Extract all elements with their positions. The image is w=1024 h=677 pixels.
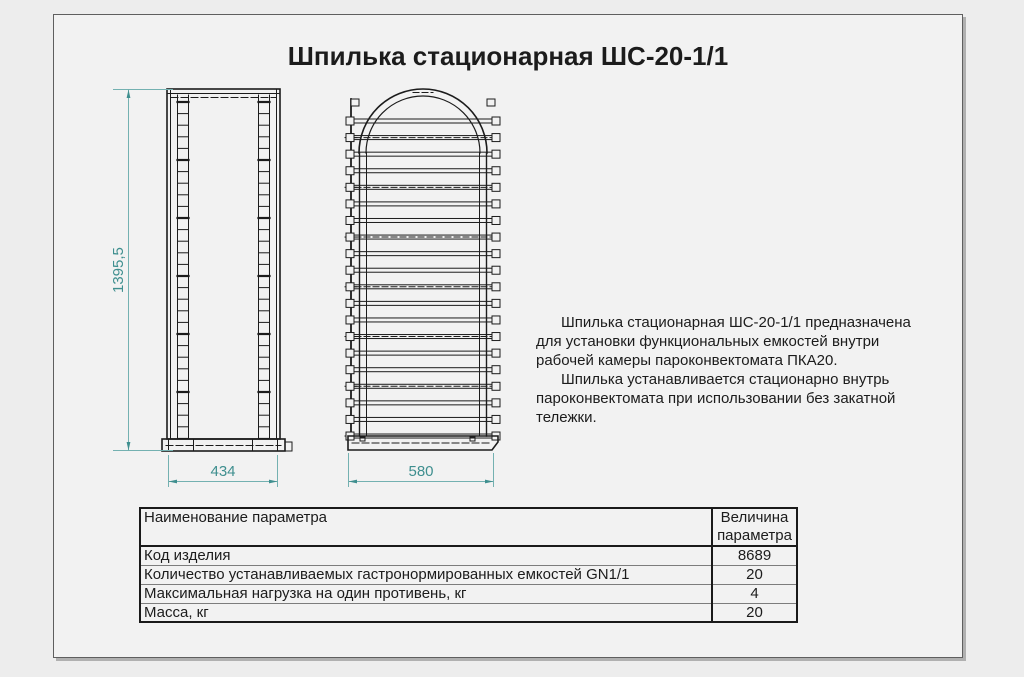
table-header-row — [140, 508, 797, 546]
param-name-cell: Количество устанавливаемых гастронормированных емкостей GN1/1 — [140, 565, 712, 584]
description-text — [536, 313, 921, 427]
technical-drawing-area — [96, 81, 511, 493]
shelf-slot-marks — [178, 102, 270, 438]
spec-table — [139, 507, 798, 623]
page-title: Шпилька стационарная ШС-20-1/1 — [287, 41, 729, 71]
height-dimension-label: 1395,5 — [110, 247, 127, 293]
param-value-cell: 8689 — [712, 546, 797, 565]
table-row — [140, 565, 797, 584]
drawing-sheet — [53, 14, 963, 658]
header-parameter-name: Наименование параметра — [140, 508, 712, 546]
param-value-cell: 20 — [712, 603, 797, 622]
technical-drawing — [96, 81, 511, 493]
table-row — [140, 584, 797, 603]
front-view — [162, 89, 292, 451]
shelf-rails — [346, 117, 500, 440]
front-width-dimension-label: 434 — [210, 463, 236, 480]
param-name-cell: Максимальная нагрузка на один противень, кг — [140, 584, 712, 603]
table-row — [140, 603, 797, 622]
header-parameter-value: Величина параметра — [712, 508, 797, 546]
side-view — [345, 89, 500, 450]
param-name-cell: Масса, кг — [140, 603, 712, 622]
param-value-cell: 4 — [712, 584, 797, 603]
table-row — [140, 546, 797, 565]
param-value-cell: 20 — [712, 565, 797, 584]
side-width-dimension-label: 580 — [408, 463, 434, 480]
description-paragraph-2: Шпилька устанавливается стационарно внутрь пароконвектомата при использовании без закатной тележки. — [536, 371, 896, 426]
param-name-cell: Код изделия — [140, 546, 712, 565]
description-paragraph-1: Шпилька стационарная ШС-20-1/1 предназначена для установки функциональных емкостей внутри рабочей камеры пароконвектомата ПКА20. — [536, 314, 911, 369]
